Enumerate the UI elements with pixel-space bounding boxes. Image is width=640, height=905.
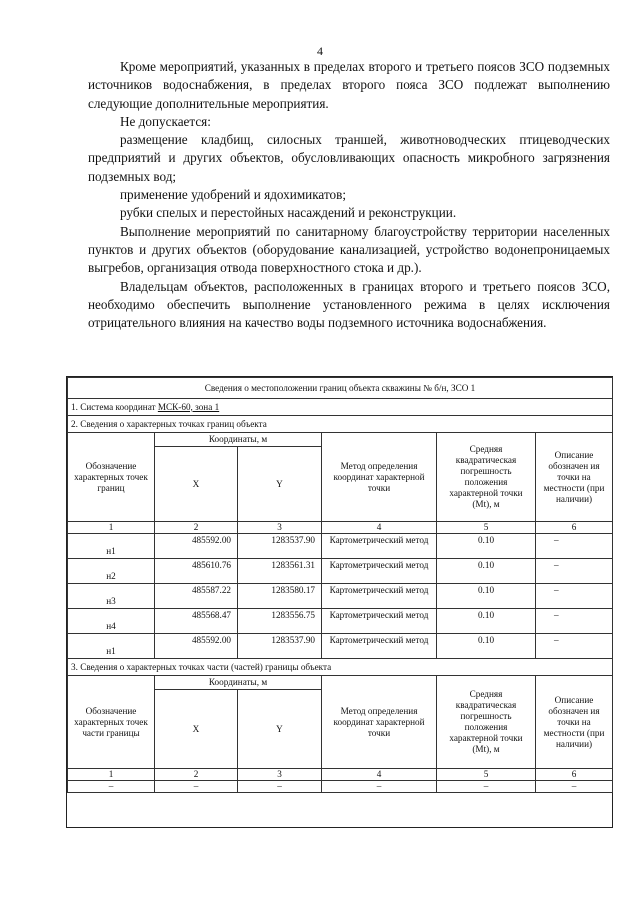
x-value: 485592.00 (155, 534, 238, 559)
desc-value: – (536, 634, 613, 659)
table-row (68, 534, 613, 559)
col-number: 3 (238, 522, 322, 534)
section-3-title: 3. Сведения о характерных точках части (частей) границы объекта (68, 659, 613, 676)
point-label: н1 (68, 534, 155, 559)
point-label: н2 (68, 559, 155, 584)
header-x: X (155, 447, 238, 522)
header-point-part: Обозначение характерных точек части границы (68, 676, 155, 769)
header-coords: Координаты, м (155, 433, 322, 447)
method-value: Картометрический метод (322, 559, 437, 584)
desc-value: – (536, 584, 613, 609)
y-value: 1283561.31 (238, 559, 322, 584)
error-value: 0.10 (437, 584, 536, 609)
point-label: н3 (68, 584, 155, 609)
col-number: 1 (68, 769, 155, 781)
page-number: 4 (317, 44, 323, 58)
method-value: Картометрический метод (322, 584, 437, 609)
y-value: 1283537.90 (238, 534, 322, 559)
col-number: 4 (322, 769, 437, 781)
boundary-table-frame (66, 376, 613, 828)
table-row (68, 559, 613, 584)
error-value: 0.10 (437, 534, 536, 559)
header-y: Y (238, 690, 322, 769)
paragraph-4: применение удобрений и ядохимикатов; (120, 187, 347, 203)
error-value: 0.10 (437, 559, 536, 584)
method-value: Картометрический метод (322, 634, 437, 659)
method-value: Картометрический метод (322, 534, 437, 559)
desc-value: – (536, 559, 613, 584)
paragraph-5: рубки спелых и перестойных насаждений и реконструкции. (120, 205, 457, 221)
empty-cell: – (155, 781, 238, 793)
paragraph-1: Кроме мероприятий, указанных в пределах второго и третьего поясов ЗСО подземных источников водоснабжения, в пределах второго пояса ЗСО подлежат выполнению следующие дополнительные мероприятия. (88, 59, 610, 111)
col-number: 4 (322, 522, 437, 534)
header-point: Обозначение характерных точек границ (68, 433, 155, 522)
desc-value: – (536, 534, 613, 559)
header-error: Средняя квадратическая погрешность положения характерной точки (Mt), м (437, 676, 536, 769)
header-method: Метод определения координат характерной точки (322, 676, 437, 769)
col-number: 6 (536, 522, 613, 534)
error-value: 0.10 (437, 634, 536, 659)
y-value: 1283556.75 (238, 609, 322, 634)
empty-cell: – (322, 781, 437, 793)
col-number: 6 (536, 769, 613, 781)
x-value: 485568.47 (155, 609, 238, 634)
empty-cell: – (536, 781, 613, 793)
col-number: 5 (437, 769, 536, 781)
paragraph-7: Владельцам объектов, расположенных в границах второго и третьего поясов ЗСО, необходимо обеспечить выполнение установленного режима в целях исключения отрицательного влияния на качество воды подземного источника водоснабжения. (88, 278, 610, 331)
table-row (68, 584, 613, 609)
header-error: Средняя квадратическая погрешность положения характерной точки (Mt), м (437, 433, 536, 522)
col-number: 2 (155, 769, 238, 781)
x-value: 485610.76 (155, 559, 238, 584)
paragraph-2: Не допускается: (120, 113, 211, 129)
coordinate-system: 1. Система координат МСК-60, зона 1 (68, 399, 613, 416)
x-value: 485587.22 (155, 584, 238, 609)
col-number: 5 (437, 522, 536, 534)
body-text (88, 58, 610, 332)
col-number: 1 (68, 522, 155, 534)
header-method: Метод определения координат характерной точки (322, 433, 437, 522)
col-number: 2 (155, 522, 238, 534)
header-desc: Описание обозначен ия точки на местности (при наличии) (536, 433, 613, 522)
empty-cell: – (238, 781, 322, 793)
point-label: н4 (68, 609, 155, 634)
boundary-table (67, 377, 613, 793)
desc-value: – (536, 609, 613, 634)
col-number: 3 (238, 769, 322, 781)
table-row (68, 634, 613, 659)
y-value: 1283580.17 (238, 584, 322, 609)
header-coords: Координаты, м (155, 676, 322, 690)
table-row (68, 781, 613, 793)
section-2-title: 2. Сведения о характерных точках границ объекта (68, 416, 613, 433)
method-value: Картометрический метод (322, 609, 437, 634)
header-desc: Описание обозначен ия точки на местности (при наличии) (536, 676, 613, 769)
table-row (68, 609, 613, 634)
paragraph-3: размещение кладбищ, силосных траншей, животноводческих птицеводческих предприятий и других объектов, обусловливающих опасность микробного загрязнения подземных вод; (88, 132, 610, 184)
y-value: 1283537.90 (238, 634, 322, 659)
error-value: 0.10 (437, 609, 536, 634)
empty-cell: – (68, 781, 155, 793)
x-value: 485592.00 (155, 634, 238, 659)
paragraph-6: Выполнение мероприятий по санитарному благоустройству территории населенных пунктов и других объектов (оборудование канализацией, устройство водонепроницаемых выгребов, организация отвода поверхностного стока и др.). (88, 223, 610, 276)
header-x: X (155, 690, 238, 769)
point-label: н1 (68, 634, 155, 659)
table-title: Сведения о местоположении границ объекта скважины № б/н, ЗСО 1 (68, 378, 613, 399)
header-y: Y (238, 447, 322, 522)
empty-cell: – (437, 781, 536, 793)
